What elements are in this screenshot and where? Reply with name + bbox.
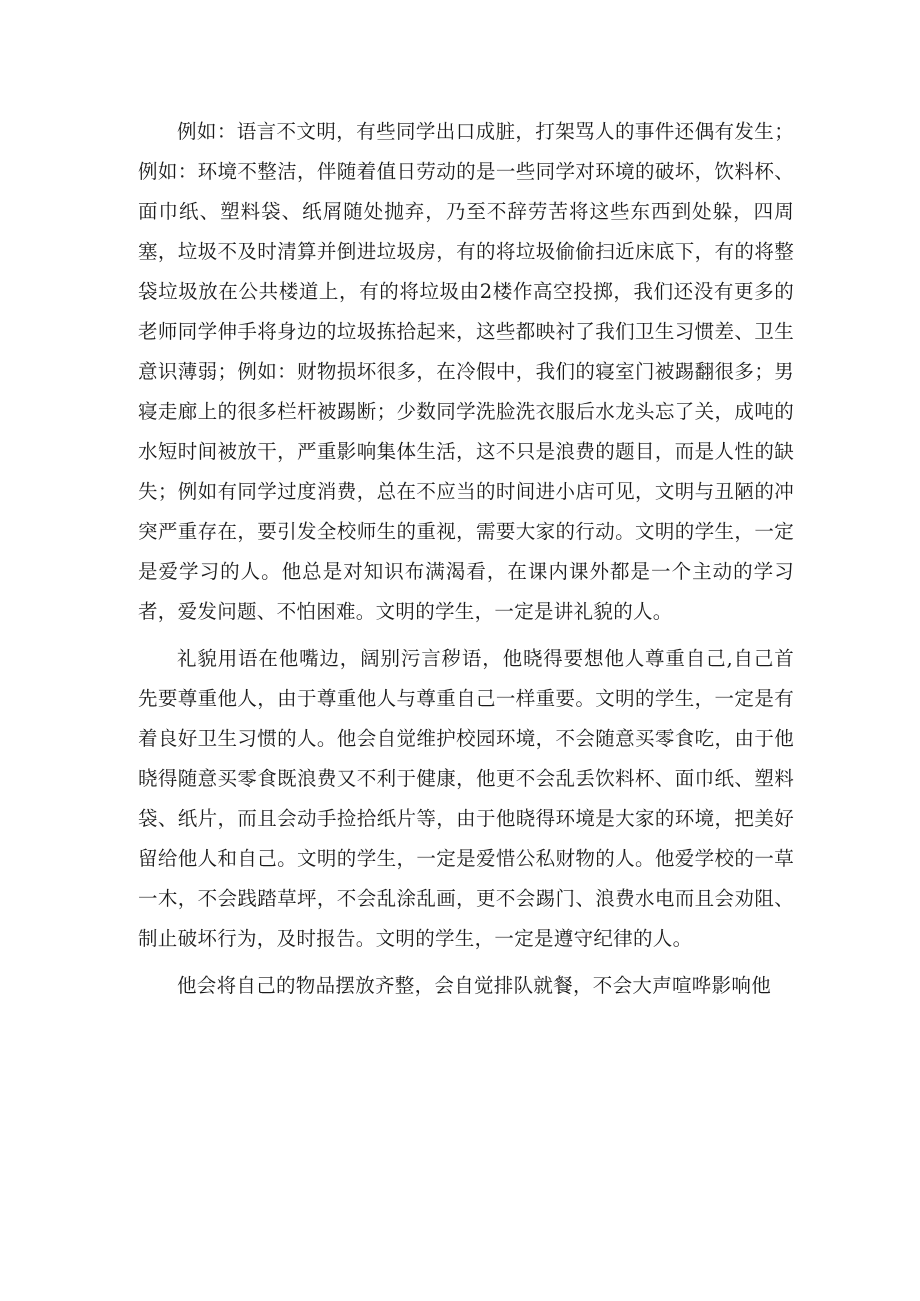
paragraph-2: 礼貌用语在他嘴边，阔别污言秽语，他晓得要想他人尊重自己,自己首先要尊重他人，由于尊重他人与尊重自己一样重要。文明的学生，一定是有着良好卫生习惯的人。他会自觉维护校园环境，不会随意买零食吃，由于他晓得随意买零食既浪费又不利于健康，他更不会乱丢饮料杯、面巾纸、塑料袋、纸片，而且会动手捡拾纸片等，由于他晓得环境是大家的环境，把美好留给他人和自己。文明的学生，一定是爱惜公私财物的人。他爱学校的一草一木，不会践踏草坪，不会乱涂乱画，更不会踢门、浪费水电而且会劝阻、制止破坏行为，及时报告。文明的学生，一定是遵守纪律的人。	[138, 647, 794, 950]
document-body	[138, 112, 794, 1013]
paragraph-1: 例如：语言不文明，有些同学出口成脏，打架骂人的事件还偶有发生；例如：环境不整洁，伴随着值日劳动的是一些同学对环境的破坏，饮料杯、面巾纸、塑料袋、纸屑随处抛弃，乃至不辞劳苦将这些东西到处躲，四周塞，垃圾不及时清算并倒进垃圾房，有的将垃圾偷偷扫近床底下，有的将整袋垃圾放在公共楼道上，有的将垃圾由2楼作高空投掷，我们还没有更多的老师同学伸手将身边的垃圾拣拾起来，这些都映衬了我们卫生习惯差、卫生意识薄弱；例如：财物损坏很多，在冷假中，我们的寝室门被踢翻很多；男寝走廊上的很多栏杆被踢断；少数同学洗脸洗衣服后水龙头忘了关，成吨的水短时间被放干，严重影响集体生活，这不只是浪费的题目，而是人性的缺失；例如有同学过度消费，总在不应当的时间进小店可见，文明与丑陋的冲突严重存在，要引发全校师生的重视，需要大家的行动。文明的学生，一定是爱学习的人。他总是对知识布满渴看，在课内课外都是一个主动的学习者，爱发问题、不怕困难。文明的学生，一定是讲礼貌的人。	[138, 120, 794, 623]
paragraph-3: 他会将自己的物品摆放齐整，会自觉排队就餐，不会大声喧哗影响他	[177, 974, 772, 997]
